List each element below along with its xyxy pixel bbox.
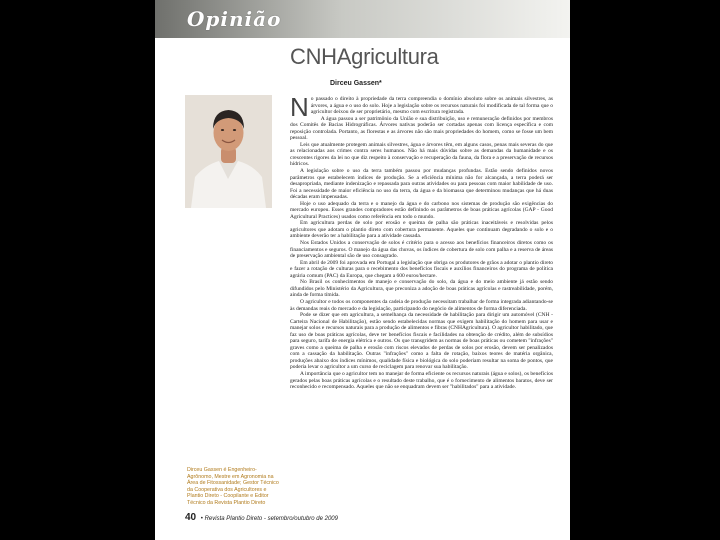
paragraph: No passado o direito à propriedade da terra compreendia o domínio absoluto sobre os animais silvestres, as árvores, a água e o uso do solo. Hoje a legislação sobre os recursos naturais foi modificada de tal forma que o agricultor deixou de ser proprietário, mesmo com escritura registrada. bbox=[290, 96, 553, 122]
paragraph: Pode se dizer que em agricultura, a semelhança da necessidade de habilitação para dirigir um automóvel (CNH - Carteira Nacional de Habilitação), estão sendo estabelecidas normas que exigem habilitação do homem para usar e manejar solos e recursos naturais para a produção de alimentos e fibras (CNHAgricultura). O agricultor habilitado, que faz uso de boas práticas agrícolas, deve ter benefícios fiscais e facilidades na obtenção de crédito, além de subsídios para seguro, tarifa de energia elétrica e outros. Os que transgridem as normas de boas práticas ou cometem "infrações" graves como a queima de palha e erosão com riscos elevados de perdas de solos por erosão, devem ser penalizados com a cassação da habilitação. Outras "infrações" como a falta de rotação, baixos teores de matéria orgânica, produções abaixo dos índices mínimos, qualidade física e biológica do solo poderiam resultar na soma de pontos, que poderia levar o agricultor a um curso de reciclagem para renovar sua habilitação. bbox=[290, 312, 553, 371]
page-number: 40 bbox=[185, 512, 197, 523]
author-photo bbox=[185, 95, 272, 208]
article-title: CNHAgricultura bbox=[290, 44, 439, 69]
drop-cap: N bbox=[290, 96, 309, 122]
section-title: Opinião bbox=[187, 7, 282, 31]
paragraph: Nos Estados Unidos a conservação de solos é critério para o acesso aos benefícios financeiros diretos como os financiamentos e seguros. O manejo da água das chuvas, os índices de cobertura de solo com palha e a reserva de áreas de preservação ambiental são de uso consagrado. bbox=[290, 240, 553, 260]
page-footer bbox=[185, 512, 338, 523]
article-body bbox=[290, 96, 553, 511]
paragraph: A legislação sobre o uso da terra também passou por mudanças profundas. Estão sendo definidos novos parâmetros que estabelecem índices de produção. Se a eficiência mínima não for alcançada, a terra poderá ser desapropriada, mediante indenização e repassada para outras atividades ou para pessoas com maior habilidade de uso. Foi a necessidade de maior eficiência no uso da terra, da água e da biomassa que determinou mudanças que há duas décadas eram impensadas. bbox=[290, 168, 553, 201]
paragraph: Em agricultura perdas de solo por erosão e queima de palha são práticas inaceitáveis e resolvidas pelos agricultores que adotam o plantio direto com cobertura permanente. Aqueles que continuam degradando o solo e o ambiente deverão ter a habilitação para a atividade cassada. bbox=[290, 220, 553, 240]
paragraph: A água passou a ser patrimônio da União e sua distribuição, uso e remuneração definidos por membros dos Comitês de Bacias Hidrográficas. Árvores nativas poderão ser cortadas apenas com licença específica e com reposição controlada. Portanto, as florestas e as árvores não são mais propriedades do homem, como se fosse um bem pessoal. bbox=[290, 115, 553, 142]
publication-info: • Revista Plantio Direto - setembro/outubro de 2009 bbox=[200, 516, 338, 522]
paragraph: A importância que o agricultor tem no manejar de forma eficiente os recursos naturais (água e solos), os benefícios gerados pelas boas práticas agrícolas e o resultado deste trabalho, que é o fornecimento de alimentos baratos, deve ser reconhecido e recompensado. Aqueles que não se enquadram devem ser "habilitados" para a atividade. bbox=[290, 370, 553, 391]
paragraph: Em abril de 2009 foi aprovada em Portugal a legislação que obriga os produtores de grãos a adotar o plantio direto e fazer a rotação de culturas para o recebimento dos benefícios fiscais e auxílios financeiros do programa de política agrária comum (PAC) da Europa, que chegam a 600 euros/hectare. bbox=[290, 259, 553, 279]
paragraph: O agricultor e todos os componentes da cadeia de produção necessitam trabalhar de forma integrada adiantando-se às demandas reais do mercado e da legislação, participando do negócio de alimentos de forma diferenciada. bbox=[290, 298, 553, 312]
paragraph: No Brasil os conhecimentos de manejo e conservação do solo, da água e do meio ambiente já estão sendo difundidos pelo Ministério da Agricultura, que preconiza a adoção de boas práticas agrícolas e rastreabilidade, porém, ainda de forma tímida. bbox=[290, 279, 553, 299]
section-header bbox=[155, 0, 570, 38]
paragraph: Hoje o uso adequado da terra e o manejo da água e do carbono nos sistemas de produção são exigências do mercado europeu. Esses grandes compradores estão definindo os parâmetros de boas práticas agrícolas (GAP - Good Agricultural Practices) usados como referência em todo o mundo. bbox=[290, 200, 553, 220]
magazine-page bbox=[155, 0, 570, 540]
author-portrait-image bbox=[185, 95, 272, 208]
author-bio: Dirceu Gassen é Engenheiro-Agrônomo, Mestre em Agronomia na Área de Fitossanidade; Gestor Técnico da Cooperativa dos Agricultores e Plantio Direto - Coopilante e Editor Técnico da Revista Plantio Direto bbox=[187, 467, 279, 506]
paragraph: Leis que atualmente protegem animais silvestres, água e árvores têm, em alguns casos, penas mais severas do que as relacionadas aos crimes contra seres humanos. Não há mais dúvidas sobre as demandas da humanidade e os crescentes rigores da lei no que diz respeito à conservação e recuperação da fauna, da flora e a preservação de recursos hídricos. bbox=[290, 141, 553, 168]
article-author: Dirceu Gassen* bbox=[330, 80, 382, 87]
